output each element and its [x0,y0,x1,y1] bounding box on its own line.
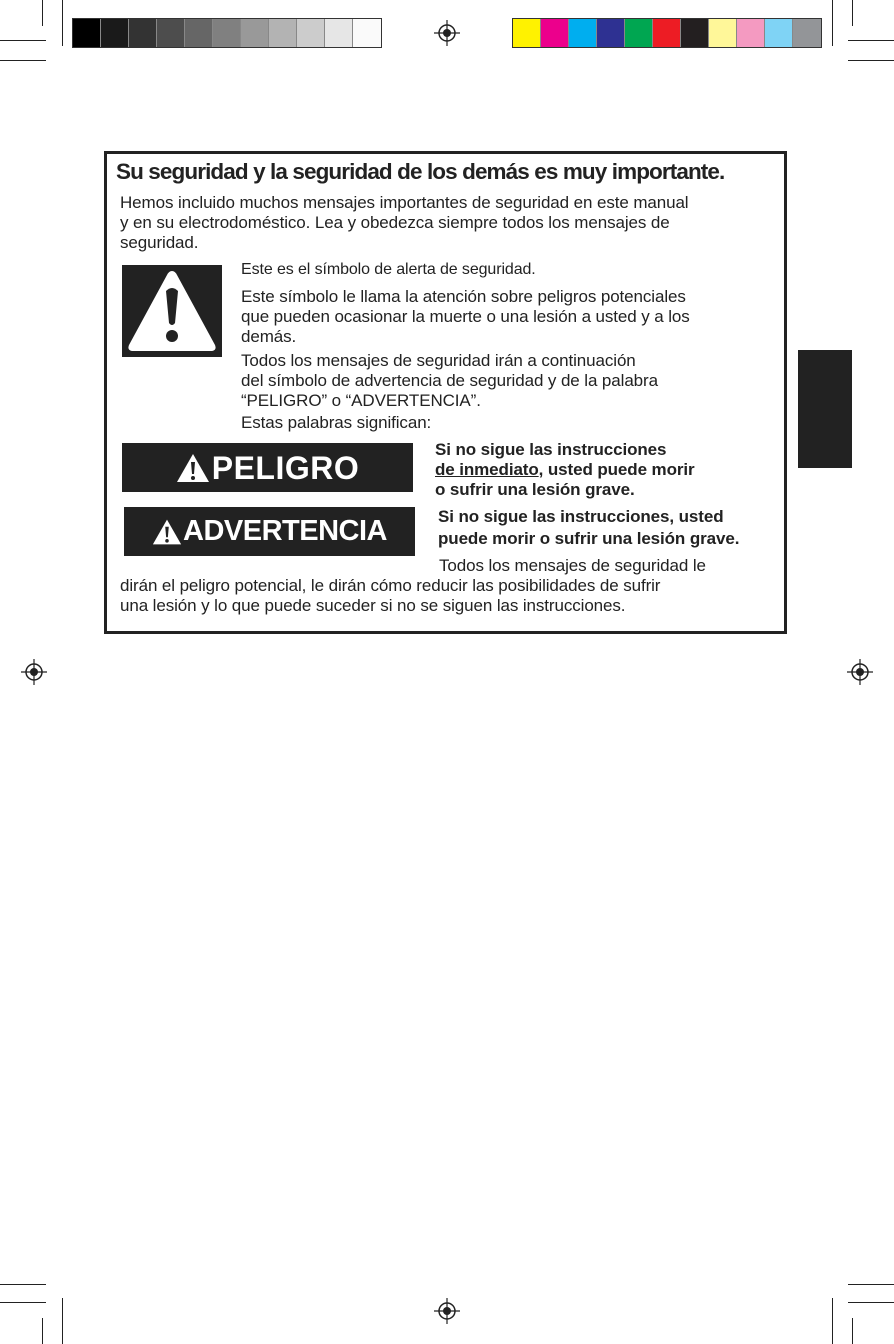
crop-mark [848,60,894,61]
closing-paragraph [120,576,660,616]
danger-signal-word [122,443,413,492]
grayscale-swatch [297,19,325,47]
grayscale-swatch [185,19,213,47]
crop-mark [0,60,46,61]
color-swatch [709,19,737,47]
danger-description [435,440,695,500]
color-calibration-bar [512,18,822,48]
crop-mark [848,40,894,41]
color-swatch [597,19,625,47]
registration-mark-icon [847,659,873,685]
danger-line-rest: , usted puede morir [538,460,695,479]
follow-description-line: “PELIGRO” o “ADVERTENCIA”. [241,390,481,410]
follow-description [241,351,658,410]
grayscale-swatch [353,19,381,47]
warning-signal-word [124,507,415,556]
crop-mark [852,1318,853,1344]
danger-line: Si no sigue las instrucciones [435,440,667,459]
grayscale-swatch [325,19,353,47]
crop-mark [0,1302,46,1303]
crop-mark [0,40,46,41]
grayscale-swatch [241,19,269,47]
warning-line: Si no sigue las instrucciones, usted [438,507,724,526]
registration-mark-icon [21,659,47,685]
color-swatch [653,19,681,47]
safety-alert-symbol [122,265,222,357]
danger-line [435,460,695,480]
symbol-description [241,287,690,346]
color-swatch [681,19,709,47]
crop-mark [42,1318,43,1344]
crop-mark [62,0,63,46]
symbol-description-line: Este símbolo le llama la atención sobre peligros potenciales [241,287,686,306]
closing-first-line: Todos los mensajes de seguridad le [439,556,706,575]
closing-line: dirán el peligro potencial, le dirán cómo reducir las posibilidades de sufrir [120,576,661,595]
follow-description-line: del símbolo de advertencia de seguridad y de la palabra [241,370,658,390]
crop-mark [848,1302,894,1303]
intro-line: seguridad. [120,232,199,252]
grayscale-calibration-bar [72,18,382,48]
section-tab [798,350,852,468]
color-swatch [541,19,569,47]
grayscale-swatch [269,19,297,47]
safety-alert-icon [152,518,182,546]
words-mean-line: Estas palabras significan: [241,413,432,432]
closing-line: una lesión y lo que puede suceder si no se siguen las instrucciones. [120,595,626,615]
intro-line: Hemos incluido muchos mensajes importantes de seguridad en este manual [120,193,689,212]
registration-mark-icon [434,1298,460,1324]
crop-mark [832,1298,833,1344]
warning-line: puede morir o sufrir una lesión grave. [438,529,740,548]
crop-mark [62,1298,63,1344]
grayscale-swatch [213,19,241,47]
grayscale-swatch [101,19,129,47]
danger-label: PELIGRO [211,449,360,486]
crop-mark [0,1284,46,1285]
crop-mark [848,1284,894,1285]
safety-alert-icon [176,453,210,483]
grayscale-swatch [73,19,101,47]
registration-mark-icon [434,20,460,46]
color-swatch [737,19,765,47]
danger-line: o sufrir una lesión grave. [435,480,635,499]
grayscale-swatch [129,19,157,47]
crop-mark [852,0,853,26]
crop-mark [832,0,833,46]
color-swatch [569,19,597,47]
follow-description-line: Todos los mensajes de seguridad irán a continuación [241,351,636,370]
safety-alert-icon [122,265,222,357]
color-swatch [513,19,541,47]
warning-label: ADVERTENCIA [183,515,387,547]
symbol-description-line: que pueden ocasionar la muerte o una lesión a usted y a los [241,306,690,326]
color-swatch [793,19,821,47]
symbol-description-line: demás. [241,326,297,346]
crop-mark [42,0,43,26]
intro-line: y en su electrodoméstico. Lea y obedezca siempre todos los mensajes de [120,212,670,232]
color-swatch [625,19,653,47]
danger-underlined-text: de inmediato [435,460,539,479]
intro-paragraph [120,193,688,252]
panel-title: Su seguridad y la seguridad de los demás es muy importante. [116,159,725,184]
warning-description [438,506,739,550]
grayscale-swatch [157,19,185,47]
color-swatch [765,19,793,47]
symbol-line: Este es el símbolo de alerta de seguridad. [241,261,536,278]
